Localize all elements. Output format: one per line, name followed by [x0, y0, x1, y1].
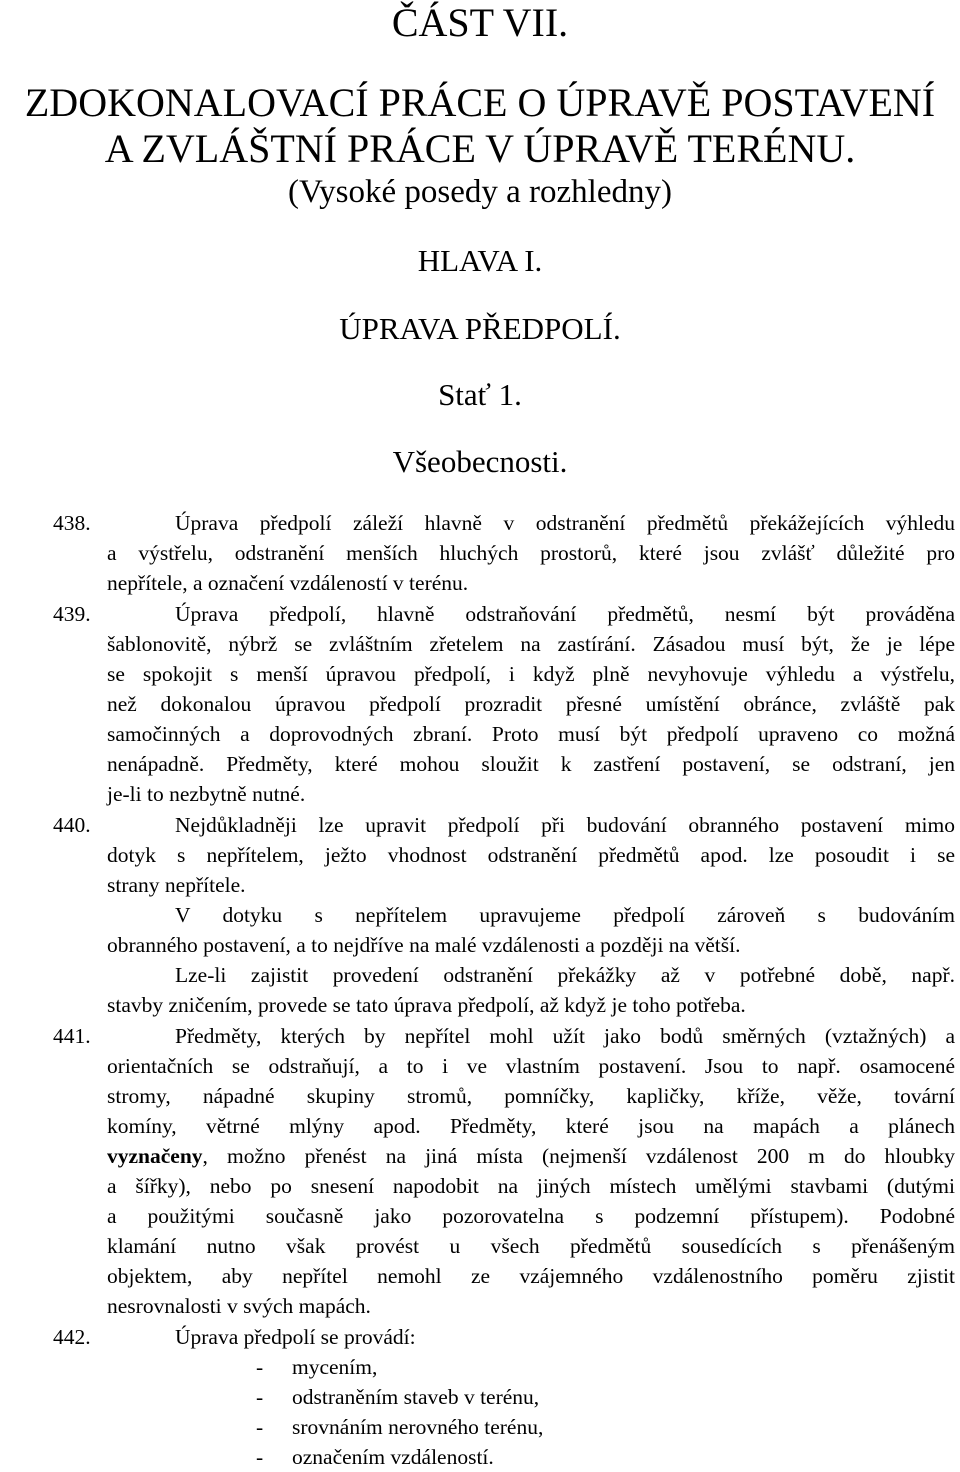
list-item: srovnáním nerovného terénu,: [292, 1415, 544, 1439]
paragraph-number-440: 440.: [53, 813, 91, 837]
list-dash: -: [256, 1385, 264, 1409]
paragraph-439-line: než dokonalou úpravou předpolí prozradit přesné umístění obránce, zvláště pak: [107, 692, 955, 716]
paragraph-number-439: 439.: [53, 602, 91, 626]
paragraph-441-line: a šířky), nebo po snesení napodobit na jiných místech umělými stavbami (dutými: [107, 1174, 955, 1198]
paragraph-441-line: orientačních se odstraňují, a to i ve vlastním postavení. Jsou to např. osamocené: [107, 1054, 955, 1078]
paragraph-441-line: a použitými současně jako pozorovatelna s podzemní přístupem). Podobné: [107, 1204, 955, 1228]
chapter-label: HLAVA I.: [417, 243, 543, 278]
paragraph-439-line: nenápadně. Předměty, které mohou sloužit k zastření postavení, se odstraní, jen: [107, 752, 955, 776]
paragraph-440-line: Nejdůkladněji lze upravit předpolí při budování obranného postavení mimo: [175, 813, 955, 837]
list-item: mycením,: [292, 1355, 378, 1379]
title-subtitle: (Vysoké posedy a rozhledny): [288, 174, 672, 210]
line-remainder: , možno přenést na jiná místa (nejmenší vzdálenost 200 m do hloubky: [202, 1144, 955, 1168]
paragraph-440-line: dotyk s nepřítelem, ježto vhodnost odstranění předmětů apod. lze posoudit i se: [107, 843, 955, 867]
paragraph-438-line: nepřítele, a označení vzdáleností v terénu.: [107, 571, 469, 595]
paragraph-440-line: V dotyku s nepřítelem upravujeme předpolí zároveň s budováním: [175, 903, 955, 927]
paragraph-441-line: objektem, aby nepřítel nemohl ze vzájemného vzdálenostního poměru zjistit: [107, 1264, 955, 1288]
section-title: Všeobecnosti.: [392, 444, 568, 479]
paragraph-438-line: Úprava předpolí záleží hlavně v odstranění předmětů překážejících výhledu: [175, 511, 955, 535]
paragraph-439-line: šablonovitě, nýbrž se zvláštním zřetelem na zastírání. Zásadou musí být, že je lépe: [107, 632, 955, 656]
list-item: označením vzdáleností.: [292, 1445, 494, 1469]
paragraph-number-441: 441.: [53, 1024, 91, 1048]
chapter-title: ÚPRAVA PŘEDPOLÍ.: [339, 311, 621, 346]
paragraph-439-line: samočinných a doprovodných zbraní. Proto musí být předpolí upraveno co možná: [107, 722, 955, 746]
paragraph-441-line: klamání nutno však provést u všech předmětů sousedících s přenášeným: [107, 1234, 955, 1258]
list-dash: -: [256, 1415, 264, 1439]
paragraph-442-intro: Úprava předpolí se provádí:: [175, 1325, 416, 1349]
list-dash: -: [256, 1445, 264, 1469]
paragraph-440-line: stavby zničením, provede se tato úprava předpolí, až když je toho potřeba.: [107, 993, 746, 1017]
paragraph-439-line: je-li to nezbytně nutné.: [107, 782, 306, 806]
part-heading: ČÁST VII.: [391, 0, 569, 45]
paragraph-441-line: nesrovnalosti v svých mapách.: [107, 1294, 371, 1318]
title-line-1: ZDOKONALOVACÍ PRÁCE O ÚPRAVĚ POSTAVENÍ: [24, 80, 936, 125]
paragraph-438-line: a výstřelu, odstranění menších hluchých prostorů, které jsou zvlášť důležité pro: [107, 541, 955, 565]
paragraph-number-442: 442.: [53, 1325, 91, 1349]
paragraph-440-line: obranného postavení, a to nejdříve na malé vzdálenosti a později na větší.: [107, 933, 741, 957]
title-line-2: A ZVLÁŠTNÍ PRÁCE V ÚPRAVĚ TERÉNU.: [104, 126, 856, 171]
section-label: Stať 1.: [438, 377, 522, 412]
paragraph-439-line: se spokojit s menší úpravou předpolí, i když plně nevyhovuje výhledu a výstřelu,: [107, 662, 955, 686]
list-dash: -: [256, 1355, 264, 1379]
paragraph-441-line: Předměty, kterých by nepřítel mohl užít jako bodů směrných (vztažných) a: [175, 1024, 955, 1048]
paragraph-440-line: strany nepřítele.: [107, 873, 246, 897]
paragraph-number-438: 438.: [53, 511, 91, 535]
list-item: odstraněním staveb v terénu,: [292, 1385, 540, 1409]
paragraph-441-line: stromy, nápadné skupiny stromů, pomníčky, kapličky, kříže, věže, tovární: [107, 1084, 955, 1108]
paragraph-440-line: Lze-li zajistit provedení odstranění překážky až v potřebné době, např.: [175, 963, 955, 987]
paragraph-441-line: komíny, větrné mlýny apod. Předměty, které jsou na mapách a plánech: [107, 1114, 955, 1138]
paragraph-439-line: Úprava předpolí, hlavně odstraňování předmětů, nesmí být prováděna: [175, 602, 955, 626]
emphasized-word: vyznačeny: [107, 1144, 203, 1168]
paragraph-441-line: [107, 1141, 955, 1171]
